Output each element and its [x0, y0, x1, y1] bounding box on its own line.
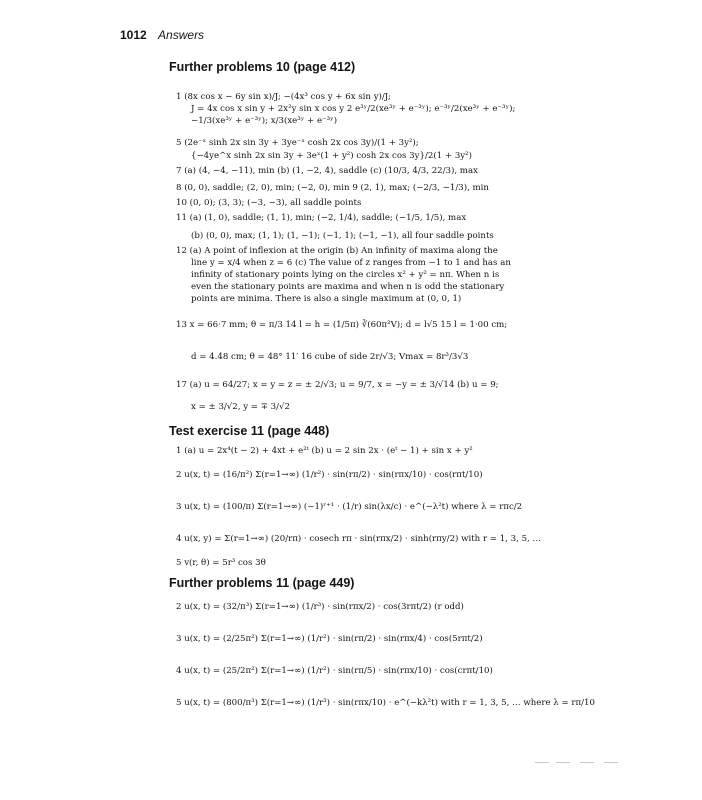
heading-further-problems-10: Further problems 10 (page 412) [169, 60, 356, 74]
answer-line: infinity of stationary points lying on the circles x² + y² = nπ. When n is [191, 270, 500, 280]
answer-line: x = ± 3/√2, y = ∓ 3/√2 [191, 402, 290, 412]
page-number: 1012 [120, 28, 147, 42]
answer-line: 1 (8x cos x − 6y sin x)/J; −(4x³ cos y + 6x sin y)/J; [176, 92, 391, 102]
answer-line: 12 (a) A point of inflexion at the origin (b) An infinity of maxima along the [176, 246, 498, 256]
answer-line: 4 u(x, t) = (25/2π²) Σ(r=1→∞) (1/r²) · sin(rπ/5) · sin(rπx/10) · cos(crπt/10) [176, 666, 493, 676]
answer-line: 2 u(x, t) = (32/π³) Σ(r=1→∞) (1/r³) · sin(rπx/2) · cos(3rπt/2) (r odd) [176, 602, 464, 612]
answer-line: 2 u(x, t) = (16/π²) Σ(r=1→∞) (1/r²) · sin(rπ/2) · sin(rπx/10) · cos(rπt/10) [176, 470, 483, 480]
answer-line: 4 u(x, y) = Σ(r=1→∞) (20/rπ) · cosech rπ · sin(rπx/2) · sinh(rπy/2) with r = 1, 3, 5, … [176, 534, 542, 544]
answer-line: 7 (a) (4, −4, −11), min (b) (1, −2, 4), saddle (c) (10/3, 4/3, 22/3), max [176, 166, 478, 176]
decorative-dash [580, 762, 594, 763]
answer-line: 1 (a) u = 2x⁴(t − 2) + 4xt + e²ᵗ (b) u = 2 sin 2x · (eᵗ − 1) + sin x + y² [176, 446, 473, 456]
answer-line: 3 u(x, t) = (100/π) Σ(r=1→∞) (−1)ʳ⁺¹ · (1/r) sin(λx/c) · e^(−λ²t) where λ = rπc/2 [176, 502, 523, 512]
answer-line: 10 (0, 0); (3, 3); (−3, −3), all saddle points [176, 198, 362, 208]
answer-line: d = 4.48 cm; θ = 48° 11′ 16 cube of side 2r/√3; Vmax = 8r³/3√3 [191, 352, 469, 362]
answer-line: line y = x/4 when z = 6 (c) The value of z ranges from −1 to 1 and has an [191, 258, 511, 268]
answer-line: {−4ye^x sinh 2x sin 3y + 3eˣ(1 + y²) cosh 2x cos 3y}/2(1 + 3y²) [191, 151, 472, 161]
answer-line: 3 u(x, t) = (2/25π²) Σ(r=1→∞) (1/r²) · sin(rπ/2) · sin(rπx/4) · cos(5rπt/2) [176, 634, 483, 644]
answer-line: points are minima. There is also a single maximum at (0, 0, 1) [191, 294, 462, 304]
heading-further-problems-11: Further problems 11 (page 449) [169, 576, 355, 590]
answer-line: 17 (a) u = 64/27; x = y = z = ± 2/√3; u = 9/7, x = −y = ± 3/√14 (b) u = 9; [176, 380, 499, 390]
answer-line: (b) (0, 0), max; (1, 1); (1, −1); (−1, 1); (−1, −1), all four saddle points [191, 231, 494, 241]
answer-line: J = 4x cos x sin y + 2x²y sin x cos y 2 e³ʸ/2(xe³ʸ + e⁻³ʸ); e⁻³ʸ/2(xe³ʸ + e⁻³ʸ); [191, 104, 516, 114]
answer-line: 5 (2e⁻ˣ sinh 2x sin 3y + 3ye⁻ˣ cosh 2x cos 3y)/(1 + 3y²); [176, 138, 419, 148]
answer-line: 13 x = 66·7 mm; θ = π/3 14 l = h = (1/5π) ∛(60π²V); d = l√5 15 l = 1·00 cm; [176, 320, 508, 330]
decorative-dash [604, 762, 618, 763]
heading-test-exercise-11: Test exercise 11 (page 448) [169, 424, 330, 438]
answer-line: 11 (a) (1, 0), saddle; (1, 1), min; (−2, 1/4), saddle; (−1/5, 1/5), max [176, 213, 467, 223]
section-title: Answers [158, 28, 205, 42]
answer-line: even the stationary points are maxima and when n is odd the stationary [191, 282, 505, 292]
decorative-dash [535, 762, 549, 763]
decorative-dash [556, 762, 570, 763]
answer-line: 8 (0, 0), saddle; (2, 0), min; (−2, 0), min 9 (2, 1), max; (−2/3, −1/3), min [176, 183, 489, 193]
running-header [120, 28, 204, 42]
answer-line: −1/3(xe³ʸ + e⁻³ʸ); x/3(xe³ʸ + e⁻³ʸ) [191, 116, 338, 126]
answer-line: 5 v(r, θ) = 5r³ cos 3θ [176, 558, 266, 568]
answer-line: 5 u(x, t) = (800/π³) Σ(r=1→∞) (1/r³) · sin(rπx/10) · e^(−kλ²t) with r = 1, 3, 5, … where λ = rπ/10 [176, 698, 595, 708]
